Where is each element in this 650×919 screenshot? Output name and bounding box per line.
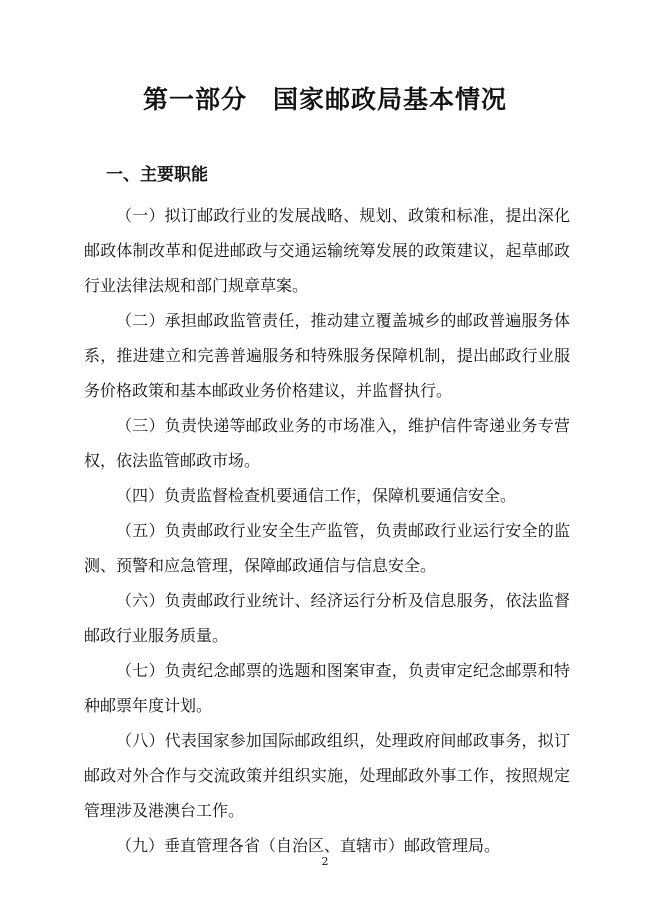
paragraph-5: （五）负责邮政行业安全生产监管，负责邮政行业运行安全的监测、预警和应急管理，保障邮政通信与信息安全。 <box>84 521 570 575</box>
paragraph-3: （三）负责快递等邮政业务的市场准入，维护信件寄递业务专营权，依法监管邮政市场。 <box>84 416 570 470</box>
document-body <box>84 198 570 863</box>
paragraph-8: （八）代表国家参加国际邮政组织，处理政府间邮政事务，拟订邮政对外合作与交流政策并组织实施，处理邮政外事工作，按照规定管理涉及港澳台工作。 <box>84 731 570 820</box>
page-number: 2 <box>321 855 329 868</box>
paragraph-4: （四）负责监督检查机要通信工作，保障机要通信安全。 <box>116 486 517 505</box>
section-heading: 一、主要职能 <box>106 165 208 185</box>
paragraph-6: （六）负责邮政行业统计、经济运行分析及信息服务，依法监督邮政行业服务质量。 <box>84 591 570 645</box>
paragraph-1: （一）拟订邮政行业的发展战略、规划、政策和标准，提出深化邮政体制改革和促进邮政与交通运输统筹发展的政策建议，起草邮政行业法律法规和部门规章草案。 <box>84 206 570 295</box>
page-title: 第一部分 国家邮政局基本情况 <box>142 85 507 114</box>
paragraph-2: （二）承担邮政监管责任，推动建立覆盖城乡的邮政普遍服务体系，推进建立和完善普遍服务和特殊服务保障机制，提出邮政行业服务价格政策和基本邮政业务价格建议，并监督执行。 <box>84 311 570 400</box>
paragraph-7: （七）负责纪念邮票的选题和图案审查，负责审定纪念邮票和特种邮票年度计划。 <box>84 661 570 715</box>
paragraph-9: （九）垂直管理各省（自治区、直辖市）邮政管理局。 <box>116 836 501 855</box>
